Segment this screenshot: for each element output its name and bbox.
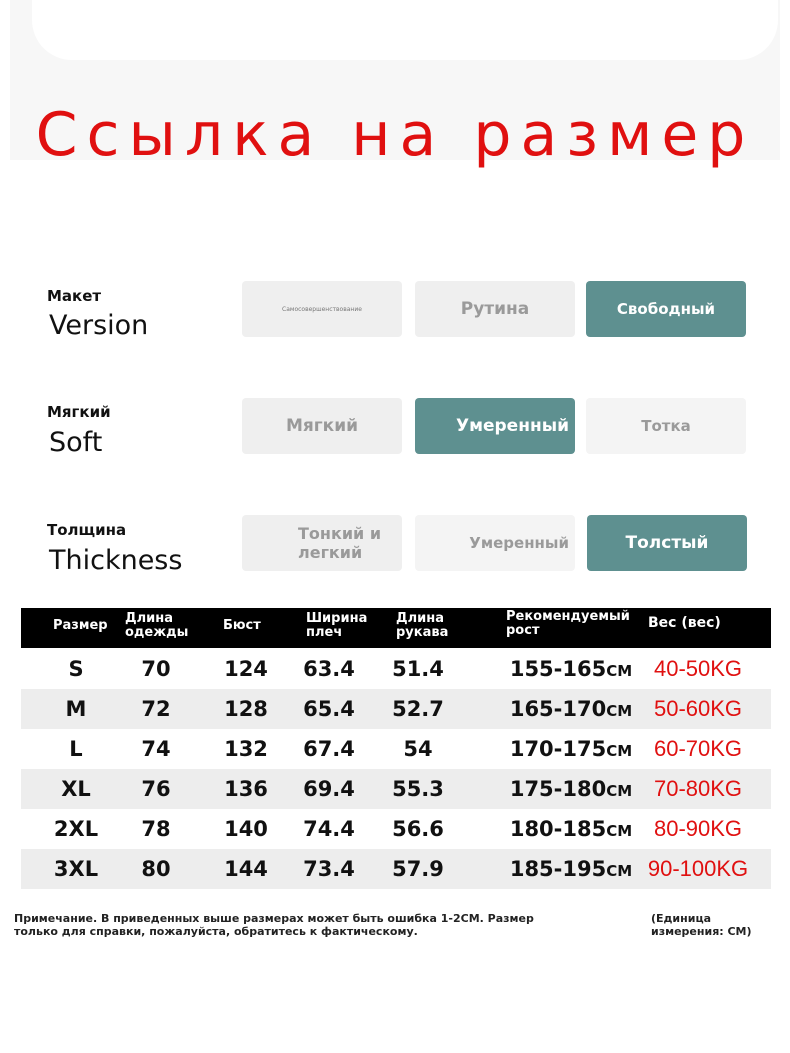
cell-length-value: 76 (141, 777, 171, 801)
cell-sleeve-value: 54 (403, 737, 433, 761)
cell-size-value: 3XL (53, 857, 99, 881)
top-band-inner (32, 0, 778, 60)
cell-weight-value: 40-50KG (653, 656, 743, 681)
cell-bust-value: 136 (224, 777, 268, 801)
cell-weight (633, 809, 763, 849)
header-shoulder: Ширина плеч (306, 611, 368, 640)
cell-shoulder (289, 769, 369, 809)
page-title: Ссылка на размер (35, 100, 755, 170)
height-unit: CM (606, 862, 633, 880)
cell-bust-value: 140 (224, 817, 268, 841)
cell-weight (633, 849, 763, 889)
cell-height-value: 185-195 (509, 857, 607, 881)
cell-weight (633, 649, 763, 689)
cell-length (116, 769, 196, 809)
cell-size (21, 649, 131, 689)
section-label-version-ru: Макет (47, 287, 102, 305)
note-text: Примечание. В приведенных выше размерах может быть ошибка 1-2CM. Размер только для справки, пожалуйста, обратитесь к фактическому. (14, 912, 534, 938)
cell-length (116, 849, 196, 889)
cell-height-value: 165-170 (509, 697, 607, 721)
cell-sleeve (378, 809, 458, 849)
cell-size (21, 689, 131, 729)
cell-height-value: 170-175 (509, 737, 607, 761)
header-height: Рекомендуемый рост (506, 609, 630, 638)
table-row (21, 729, 771, 769)
option-thickness-3: Толстый (587, 515, 747, 571)
option-soft-2: Умеренный (415, 398, 575, 454)
cell-height-value: 175-180 (509, 777, 607, 801)
cell-size (21, 809, 131, 849)
cell-shoulder (289, 649, 369, 689)
cell-length-value: 80 (141, 857, 171, 881)
cell-bust-value: 144 (224, 857, 268, 881)
cell-height (496, 809, 646, 849)
cell-shoulder (289, 809, 369, 849)
cell-bust-value: 128 (224, 697, 268, 721)
cell-shoulder (289, 849, 369, 889)
cell-shoulder-value: 74.4 (303, 817, 355, 841)
cell-height-value: 180-185 (509, 817, 607, 841)
cell-sleeve (378, 849, 458, 889)
cell-height (496, 649, 646, 689)
header-size: Размер (53, 618, 108, 633)
section-label-version-en: Version (49, 310, 149, 341)
table-row (21, 809, 771, 849)
section-label-soft-ru: Мягкий (47, 403, 111, 421)
option-version-1: Самосовершенствование (242, 281, 402, 337)
cell-shoulder-value: 63.4 (303, 657, 355, 681)
cell-size-value: L (69, 737, 83, 761)
height-unit: CM (606, 662, 633, 680)
header-bust: Бюст (223, 618, 261, 633)
cell-length (116, 649, 196, 689)
cell-shoulder-value: 69.4 (303, 777, 355, 801)
cell-weight (633, 769, 763, 809)
table-row (21, 649, 771, 689)
cell-length (116, 729, 196, 769)
cell-length-value: 72 (141, 697, 171, 721)
cell-shoulder (289, 689, 369, 729)
header-sleeve: Длина рукава (396, 611, 449, 640)
cell-length-value: 78 (141, 817, 171, 841)
cell-size (21, 849, 131, 889)
cell-sleeve-value: 55.3 (392, 777, 444, 801)
cell-height (496, 849, 646, 889)
cell-sleeve (378, 729, 458, 769)
cell-bust (206, 849, 286, 889)
cell-length (116, 809, 196, 849)
cell-weight-value: 90-100KG (647, 856, 749, 881)
table-row (21, 849, 771, 889)
cell-bust-value: 124 (224, 657, 268, 681)
cell-bust (206, 769, 286, 809)
height-unit: CM (606, 782, 633, 800)
cell-sleeve (378, 649, 458, 689)
option-soft-1: Мягкий (242, 398, 402, 454)
height-unit: CM (606, 702, 633, 720)
option-thickness-1: Тонкий и легкий (242, 515, 402, 571)
header-length: Длина одежды (125, 611, 189, 640)
cell-height (496, 689, 646, 729)
cell-shoulder (289, 729, 369, 769)
cell-height-value: 155-165 (509, 657, 607, 681)
cell-bust (206, 689, 286, 729)
option-version-2: Рутина (415, 281, 575, 337)
cell-sleeve-value: 52.7 (392, 697, 444, 721)
table-row (21, 689, 771, 729)
header-weight: Вес (вес) (648, 615, 721, 631)
cell-bust-value: 132 (224, 737, 268, 761)
cell-weight-value: 60-70KG (653, 736, 743, 761)
height-unit: CM (606, 822, 633, 840)
cell-bust (206, 809, 286, 849)
cell-length (116, 689, 196, 729)
cell-size (21, 729, 131, 769)
table-row (21, 769, 771, 809)
cell-shoulder-value: 65.4 (303, 697, 355, 721)
cell-shoulder-value: 67.4 (303, 737, 355, 761)
cell-size-value: XL (61, 777, 91, 801)
cell-weight (633, 689, 763, 729)
cell-length-value: 70 (141, 657, 171, 681)
cell-size-value: M (65, 697, 87, 721)
cell-sleeve (378, 769, 458, 809)
size-table-header (21, 608, 771, 648)
cell-size-value: 2XL (53, 817, 99, 841)
unit-note-text: (Единица измерения: CM) (651, 912, 752, 938)
cell-size-value: S (68, 657, 84, 681)
option-soft-3: Тотка (586, 398, 746, 454)
cell-weight-value: 70-80KG (653, 776, 743, 801)
cell-height (496, 769, 646, 809)
cell-shoulder-value: 73.4 (303, 857, 355, 881)
section-label-thickness-en: Thickness (49, 545, 183, 576)
cell-weight-value: 80-90KG (653, 816, 743, 841)
cell-sleeve (378, 689, 458, 729)
cell-bust (206, 729, 286, 769)
cell-bust (206, 649, 286, 689)
cell-length-value: 74 (141, 737, 171, 761)
cell-sleeve-value: 51.4 (392, 657, 444, 681)
cell-size (21, 769, 131, 809)
option-version-3: Свободный (586, 281, 746, 337)
cell-height (496, 729, 646, 769)
height-unit: CM (606, 742, 633, 760)
section-label-thickness-ru: Толщина (47, 521, 127, 539)
cell-weight-value: 50-60KG (653, 696, 743, 721)
option-thickness-2: Умеренный (415, 515, 575, 571)
section-label-soft-en: Soft (49, 427, 103, 458)
cell-sleeve-value: 56.6 (392, 817, 444, 841)
cell-sleeve-value: 57.9 (392, 857, 444, 881)
cell-weight (633, 729, 763, 769)
